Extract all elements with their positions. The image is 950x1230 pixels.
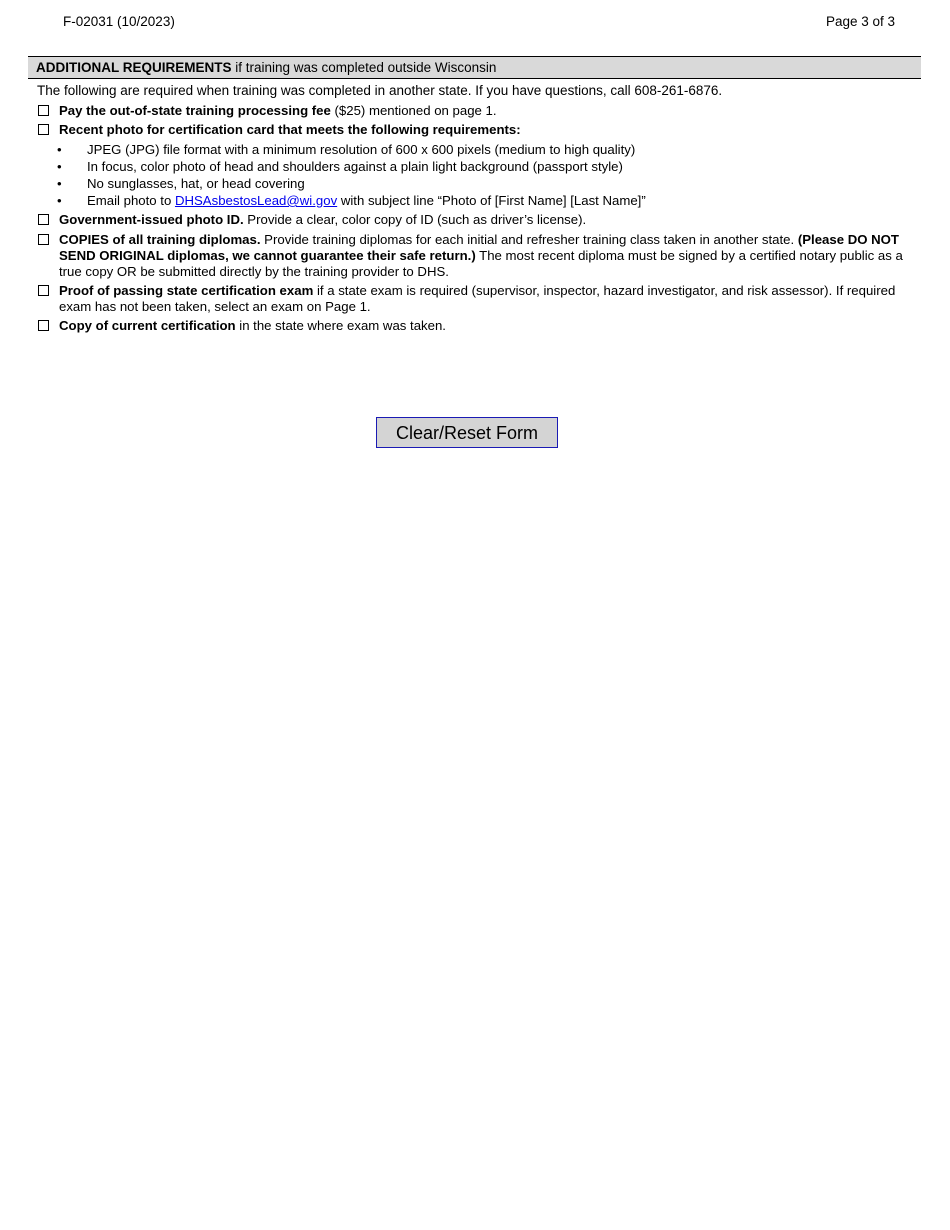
clear-reset-button[interactable]: Clear/Reset Form — [376, 417, 558, 448]
certification-checkbox[interactable] — [38, 320, 49, 331]
bullet-icon: • — [57, 193, 62, 208]
list-item: • JPEG (JPG) file format with a minimum resolution of 600 x 600 pixels (medium to high quality) — [57, 142, 636, 157]
photo-id-label: Government-issued photo ID. — [59, 212, 244, 227]
requirement-diplomas: COPIES of all training diplomas. Provide training diplomas for each initial and refresher training class taken in another state. (Please DO NOT SEND ORIGINAL diplomas, we cannot guarantee their safe return.) The most recent diploma must be signed by a certified notary public as a true copy OR be submitted directly by the training provider to DHS. — [37, 232, 907, 280]
requirement-photo-id — [37, 212, 907, 228]
intro-text: The following are required when training was completed in another state. If you have questions, call 608-261-6876. — [37, 83, 723, 98]
diplomas-label: COPIES of all training diplomas. — [59, 232, 261, 247]
photo-id-text: Provide a clear, color copy of ID (such as driver’s license). — [243, 212, 587, 227]
bullet-icon: • — [57, 176, 62, 191]
requirement-exam — [37, 283, 907, 315]
photo-id-checkbox[interactable] — [38, 214, 49, 225]
section-title: ADDITIONAL REQUIREMENTS — [36, 60, 232, 75]
exam-label: Proof of passing state certification exam — [59, 283, 314, 298]
fee-text: ($25) mentioned on page 1. — [330, 103, 497, 118]
diplomas-checkbox[interactable] — [38, 234, 49, 245]
fee-checkbox[interactable] — [38, 105, 49, 116]
photo-requirements-list — [57, 141, 907, 209]
certification-label: Copy of current certification — [59, 318, 236, 333]
requirement-fee — [37, 103, 907, 119]
section-subtitle: if training was completed outside Wisconsin — [231, 60, 497, 75]
list-item: • In focus, color photo of head and shoulders against a plain light background (passport style) — [57, 159, 623, 174]
section-header — [28, 56, 921, 79]
bullet-icon: • — [57, 142, 62, 157]
photo-checkbox[interactable] — [38, 124, 49, 135]
exam-checkbox[interactable] — [38, 285, 49, 296]
bullet-icon: • — [57, 159, 62, 174]
requirement-certification — [37, 318, 907, 334]
requirement-photo — [37, 122, 907, 138]
form-number: F-02031 (10/2023) — [63, 14, 175, 29]
certification-text: in the state where exam was taken. — [235, 318, 446, 333]
diplomas-warning: (Please DO NOT SEND ORIGINAL diplomas, we cannot guarantee their safe return.) — [59, 232, 899, 263]
fee-label: Pay the out-of-state training processing fee — [59, 103, 331, 118]
exam-text: if a state exam is required (supervisor, inspector, hazard investigator, and risk assessor). If required exam has not been taken, select an exam on Page 1. — [59, 283, 896, 314]
photo-label: Recent photo for certification card that meets the following requirements: — [59, 122, 521, 137]
list-item: • Email photo to DHSAsbestosLead@wi.gov with subject line “Photo of [First Name] [Last Name]” — [57, 193, 646, 208]
page-number: Page 3 of 3 — [825, 14, 895, 29]
list-item: • No sunglasses, hat, or head covering — [57, 176, 305, 191]
email-link[interactable]: DHSAsbestosLead@wi.gov — [174, 193, 338, 208]
